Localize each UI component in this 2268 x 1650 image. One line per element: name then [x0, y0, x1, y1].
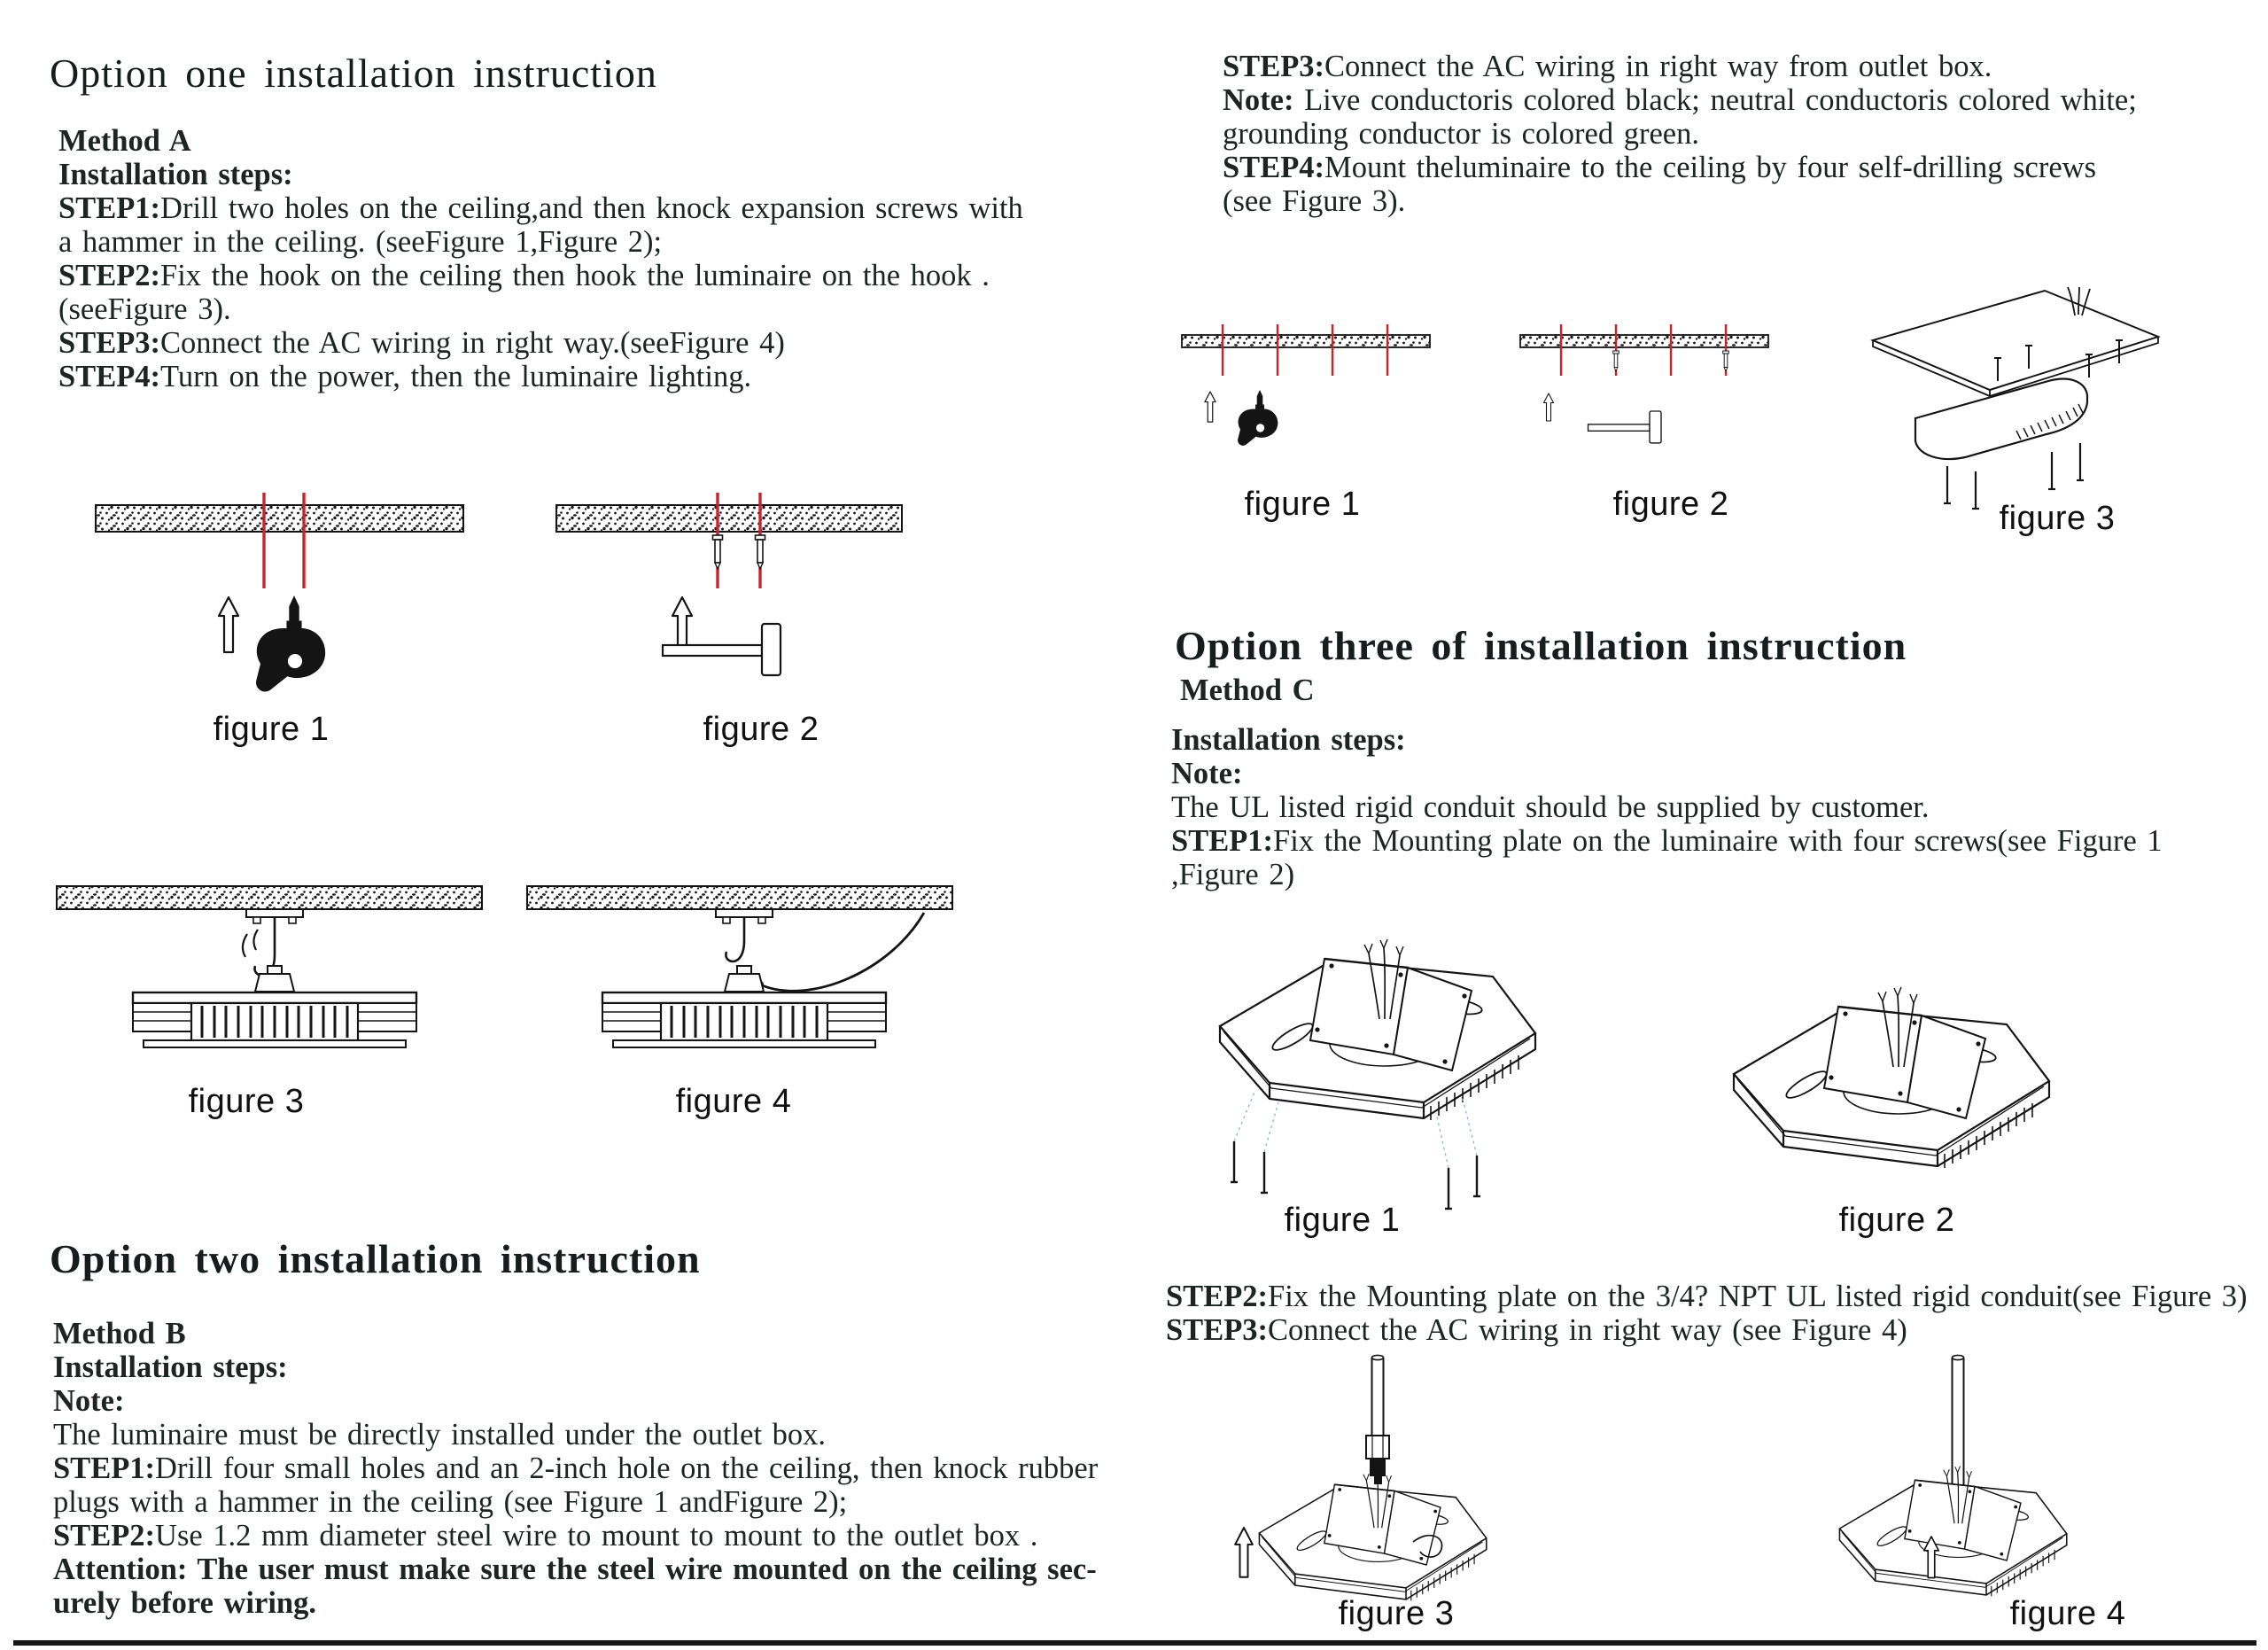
figure-caption: figure 2 [1838, 1202, 1955, 1239]
option-two-continuation [1223, 50, 2137, 218]
figure-caption: figure 1 [1284, 1202, 1401, 1239]
figure-mounting-plate-screws [1183, 920, 1581, 1212]
figure-caption: figure 1 [1244, 486, 1361, 523]
step-line: STEP1:Drill two holes on the ceiling,and then knock expansion screws with [58, 191, 1023, 225]
step-line: STEP3:Connect the AC wiring in right way (see Figure 4) [1166, 1313, 1907, 1347]
step-line: STEP1:Drill four small holes and an 2-inch hole on the ceiling, then knock rubber [53, 1452, 1099, 1485]
attention-line: Attention: The user must make sure the steel wire mounted on the ceiling sec- [53, 1553, 1097, 1586]
figure-caption: figure 1 [213, 711, 330, 748]
method-c-label: Method C [1180, 673, 1315, 707]
step-line: ,Figure 2) [1171, 858, 1295, 891]
page-bottom-rule [13, 1640, 2256, 1646]
option-three-title: Option three of installation instruction [1175, 623, 1907, 668]
figure-hammer-plugs [549, 489, 966, 702]
option-one-steps [58, 124, 1023, 393]
figure-drill-strip [1178, 319, 1444, 492]
installation-steps-label: Installation steps: [58, 158, 293, 191]
note-line: Note: Live conductoris colored black; neutral conductoris colored white; [1223, 83, 2137, 117]
figure-mounting-plate [1683, 950, 2091, 1216]
option-one-title: Option one installation instruction [50, 51, 657, 96]
figure-hook-luminaire [53, 879, 496, 1067]
step-line: STEP3:Connect the AC wiring in right way from outlet box. [1223, 50, 1992, 83]
figure-caption: figure 2 [703, 711, 819, 748]
figure-cord-luminaire [518, 879, 979, 1067]
step-line: (see Figure 3). [1223, 184, 1406, 218]
figure-conduit-loose [1231, 1354, 1568, 1613]
figure-caption: figure 3 [1999, 500, 2116, 537]
option-three-steps [1171, 723, 2163, 891]
figure-caption: figure 3 [188, 1083, 305, 1120]
step-line: STEP2:Use 1.2 mm diameter steel wire to mount to mount to the outlet box . [53, 1519, 1038, 1553]
step-line: a hammer in the ceiling. (seeFigure 1,Figure 2); [58, 225, 663, 259]
note-text: The UL listed rigid conduit should be supplied by customer. [1171, 790, 1930, 824]
note-label: Note: [1171, 757, 1243, 790]
option-two-title: Option two installation instruction [50, 1236, 701, 1281]
step-line: (seeFigure 3). [58, 292, 231, 326]
note-text: The luminaire must be directly installed under the outlet box. [53, 1418, 827, 1452]
step-line: STEP4:Turn on the power, then the luminaire lighting. [58, 360, 752, 393]
method-b-label: Method B [53, 1317, 186, 1350]
figure-caption: figure 3 [1338, 1595, 1455, 1632]
figure-hammer-strip [1517, 319, 1791, 492]
figure-drill-ceiling [89, 489, 505, 702]
step-line: STEP2:Fix the Mounting plate on the 3/4? NPT UL listed rigid conduit(see Figure 3) [1166, 1280, 2248, 1313]
figure-caption: figure 4 [675, 1083, 792, 1120]
option-three-bottom-steps [1166, 1280, 2248, 1347]
step-line: STEP1:Fix the Mounting plate on the luminaire with four screws(see Figure 1 [1171, 824, 2163, 858]
step-line: STEP2:Fix the hook on the ceiling then hook the luminaire on the hook . [58, 259, 990, 292]
method-a-label: Method A [58, 124, 191, 158]
option-two-steps [53, 1317, 1098, 1620]
figure-conduit-attached [1798, 1354, 2144, 1613]
figure-caption: figure 2 [1612, 486, 1729, 523]
attention-line: urely before wiring. [53, 1586, 316, 1620]
step-line: STEP3:Connect the AC wiring in right way.(seeFigure 4) [58, 326, 785, 360]
note-line: grounding conductor is colored green. [1223, 117, 1699, 151]
step-line: STEP4:Mount theluminaire to the ceiling by four self-drilling screws [1223, 151, 2096, 184]
installation-steps-label: Installation steps: [1171, 723, 1406, 757]
figure-caption: figure 4 [2009, 1595, 2126, 1632]
note-label: Note: [53, 1384, 125, 1418]
installation-steps-label: Installation steps: [53, 1350, 288, 1384]
figure-panel-3d [1860, 284, 2171, 514]
step-line: plugs with a hammer in the ceiling (see Figure 1 andFigure 2); [53, 1485, 848, 1519]
